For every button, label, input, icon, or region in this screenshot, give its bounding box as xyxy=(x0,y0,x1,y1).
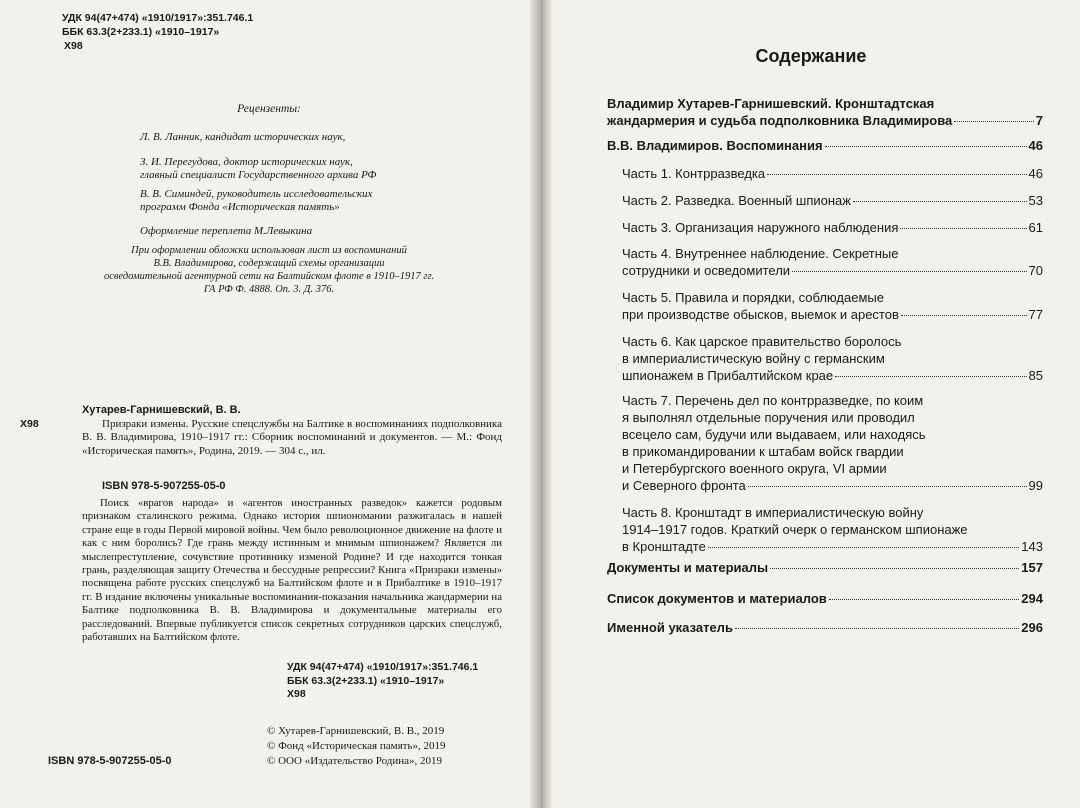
biblio-author: Хутарев-Гарнишевский, В. В. xyxy=(82,404,241,416)
biblio-text: Призраки измены. Русские спецслужбы на Балтике в воспоминаниях подполковника В. В. Владимирова, 1910–1917 гг.: Сборник воспоминаний и документов. — М.: Фонд «Историческая память», Родина, 2019. — 304 с., ил. xyxy=(82,417,502,457)
toc-entry-line: я выполнял отдельные поручения или проводил xyxy=(622,410,915,425)
toc-page-number: 7 xyxy=(1035,113,1043,128)
left-page xyxy=(0,0,538,808)
cover-design-credit: Оформление переплета М.Левыкина xyxy=(140,225,313,237)
toc-leader-dots xyxy=(748,486,1027,487)
toc-entry-line: жандармерия и судьба подполковника Владимирова xyxy=(607,113,953,128)
cover-note-line: При оформлении обложки использован лист из воспоминаний xyxy=(131,245,407,256)
toc-entry xyxy=(607,95,1043,129)
toc-entry-line: при производстве обысков, выемок и арестов xyxy=(622,307,899,322)
reviewers-heading: Рецензенты: xyxy=(237,103,301,115)
reviewer-line: В. В. Симиндей, руководитель исследовательских xyxy=(140,188,373,200)
toc-entry xyxy=(607,333,1043,384)
bibliographic-record xyxy=(82,404,502,458)
toc-entry-last-line xyxy=(622,477,1043,494)
toc-entry-last-line xyxy=(622,165,1043,182)
reviewer-1 xyxy=(140,131,440,144)
toc-entry xyxy=(607,245,1043,279)
toc-entry-line: Часть 6. Как царское правительство боролось xyxy=(622,334,902,349)
toc-entry-line: Список документов и материалов xyxy=(607,591,827,606)
toc-entry-line: сотрудники и осведомители xyxy=(622,263,791,278)
reviewer-line: программ Фонда «Историческая память» xyxy=(140,201,340,213)
toc-entry-line: Часть 1. Контрразведка xyxy=(622,166,766,181)
toc-entry-line: в империалистическую войну с германским xyxy=(622,351,885,366)
toc-entry-line: шпионажем в Прибалтийском крае xyxy=(622,368,834,383)
copyright-block xyxy=(267,724,445,769)
cover-note-line: осведомительной агентурной сети на Балтийском флоте в 1910–1917 гг. xyxy=(103,271,435,282)
toc-entry xyxy=(607,192,1043,209)
toc-entry-line: В.В. Владимиров. Воспоминания xyxy=(607,138,823,153)
toc-page-number: 294 xyxy=(1021,591,1043,606)
reviewer-line: З. И. Перегудова, доктор исторических наук, xyxy=(140,156,353,168)
toc-entry-line: и Северного фронта xyxy=(622,478,746,493)
toc-entry xyxy=(607,289,1043,323)
toc-page-number: 70 xyxy=(1028,263,1043,278)
toc-entry-last-line xyxy=(622,306,1043,323)
copyright-line: © Хутарев-Гарнишевский, В. В., 2019 xyxy=(267,725,445,737)
toc-entry xyxy=(607,504,1043,555)
isbn-bottom: ISBN 978-5-907255-05-0 xyxy=(48,755,172,767)
toc-entry-line: в прикомандировании к штабам войск гвардии xyxy=(622,444,904,459)
toc-leader-dots xyxy=(770,568,1019,569)
toc-entry xyxy=(607,165,1043,182)
toc-leader-dots xyxy=(767,174,1026,175)
toc-title: Содержание xyxy=(755,46,867,66)
toc-leader-dots xyxy=(900,228,1026,229)
toc-page-number: 143 xyxy=(1021,539,1043,554)
toc-entry xyxy=(607,392,1043,494)
x98-code: Х98 xyxy=(64,40,83,52)
toc-leader-dots xyxy=(835,376,1026,377)
x98-margin-code: Х98 xyxy=(20,418,39,430)
toc-entry-line: Именной указатель xyxy=(607,620,733,635)
toc-page-number: 46 xyxy=(1028,138,1043,153)
bbk-line: ББК 63.3(2+233.1) «1910–1917» xyxy=(287,674,445,687)
toc-page-number: 157 xyxy=(1021,560,1043,575)
udk-line: УДК 94(47+474) «1910/1917»:351.746.1 xyxy=(287,661,479,673)
isbn-main: ISBN 978-5-907255-05-0 xyxy=(102,480,226,492)
toc-entry xyxy=(607,559,1043,576)
toc-entry-line: 1914–1917 годов. Краткий очерк о германском шпионаже xyxy=(622,522,968,537)
toc-entry xyxy=(607,137,1043,154)
toc-entry-line: Владимир Хутарев-Гарнишевский. Кронштадтская xyxy=(607,96,935,111)
reviewer-2 xyxy=(140,156,440,182)
annotation-text: Поиск «врагов народа» и «агентов иностранных разведок» кажется родовым признаком сталинского режима. Однако история шпиономании разжигалась в нашей стране еще в годы Первой мировой войны. Чем было революционное движение на флоте и как с ним боролись? Где грань между истинным и мнимым шпионажем? Является ли мыслепреступление, сочувствие противнику изменой Родине? И где находится тонкая грань, разделяющая защиту Отечества и бессудные репрессии? Книга «Призраки измены» посвящена работе русских спецслужб на Балтийском флоте и в Прибалтике в 1910–1917 гг. В издание включены уникальные воспоминания-показания начальника жандармерии на Балтике подполковника В. В. Владимирова и документальные материалы его расследований. Впервые публикуется список секретных сотрудников царских спецслужб, работавших на Балтийском флоте. xyxy=(82,497,502,644)
toc-entry-line: Часть 3. Организация наружного наблюдения xyxy=(622,220,899,235)
toc-page-number: 85 xyxy=(1028,368,1043,383)
toc-leader-dots xyxy=(825,146,1027,147)
toc-entry-last-line xyxy=(607,619,1043,636)
toc-entry-last-line xyxy=(607,112,1043,129)
reviewer-line: Л. В. Ланник, кандидат исторических наук, xyxy=(140,131,346,143)
toc-entry-line: Часть 4. Внутреннее наблюдение. Секретные xyxy=(622,246,899,261)
toc-page-number: 296 xyxy=(1021,620,1043,635)
toc-entry-line: в Кронштадте xyxy=(622,539,706,554)
toc-page-number: 53 xyxy=(1028,193,1043,208)
toc-entry-last-line xyxy=(622,538,1043,555)
cover-note-line: ГА РФ Ф. 4888. Оп. 3. Д. 376. xyxy=(203,284,335,295)
toc-entry-line: Часть 5. Правила и порядки, соблюдаемые xyxy=(622,290,884,305)
udk-line: УДК 94(47+474) «1910/1917»:351.746.1 xyxy=(62,12,254,24)
toc-entry-line: всецело сам, будучи или выдаваем, или находясь xyxy=(622,427,926,442)
right-page xyxy=(542,0,1080,808)
toc-entry-line: Документы и материалы xyxy=(607,560,769,575)
toc-leader-dots xyxy=(954,121,1034,122)
toc-entry xyxy=(607,219,1043,236)
toc-entry-line: Часть 2. Разведка. Военный шпионаж xyxy=(622,193,851,208)
x98-code: Х98 xyxy=(287,688,306,700)
toc-page-number: 61 xyxy=(1028,220,1043,235)
copyright-line: © Фонд «Историческая память», 2019 xyxy=(267,740,446,752)
cover-note-line: В.В. Владимирова, содержащий схемы организации xyxy=(153,258,385,269)
toc-leader-dots xyxy=(853,201,1027,202)
cover-note xyxy=(0,244,538,296)
toc-leader-dots xyxy=(792,271,1026,272)
toc-page-number: 77 xyxy=(1028,307,1043,322)
toc-entry-line: Часть 7. Перечень дел по контрразведке, по коим xyxy=(622,393,924,408)
toc-entry xyxy=(607,590,1043,607)
bbk-line: ББК 63.3(2+233.1) «1910–1917» xyxy=(62,26,220,38)
toc-page-number: 99 xyxy=(1028,478,1043,493)
toc-entry-last-line xyxy=(622,192,1043,209)
reviewer-3 xyxy=(140,188,440,214)
toc-entry-line: Часть 8. Кронштадт в империалистическую войну xyxy=(622,505,924,520)
toc-page-number: 46 xyxy=(1028,166,1043,181)
toc-entry-last-line xyxy=(622,219,1043,236)
toc-entry-line: и Петербургского военного округа, VI армии xyxy=(622,461,887,476)
toc-leader-dots xyxy=(901,315,1027,316)
toc-entry-last-line xyxy=(622,262,1043,279)
udk-bottom-block xyxy=(287,661,478,702)
toc-leader-dots xyxy=(708,547,1019,548)
toc-entry-last-line xyxy=(607,559,1043,576)
udk-top-block xyxy=(62,11,253,53)
toc-entry xyxy=(607,619,1043,636)
book-gutter xyxy=(530,0,552,808)
toc-entry-last-line xyxy=(622,367,1043,384)
toc-leader-dots xyxy=(735,628,1019,629)
copyright-line: © ООО «Издательство Родина», 2019 xyxy=(267,755,443,767)
toc-entry-last-line xyxy=(607,590,1043,607)
toc-leader-dots xyxy=(829,599,1020,600)
toc-entry-last-line xyxy=(607,137,1043,154)
reviewer-line: главный специалист Государственного архива РФ xyxy=(140,169,377,181)
